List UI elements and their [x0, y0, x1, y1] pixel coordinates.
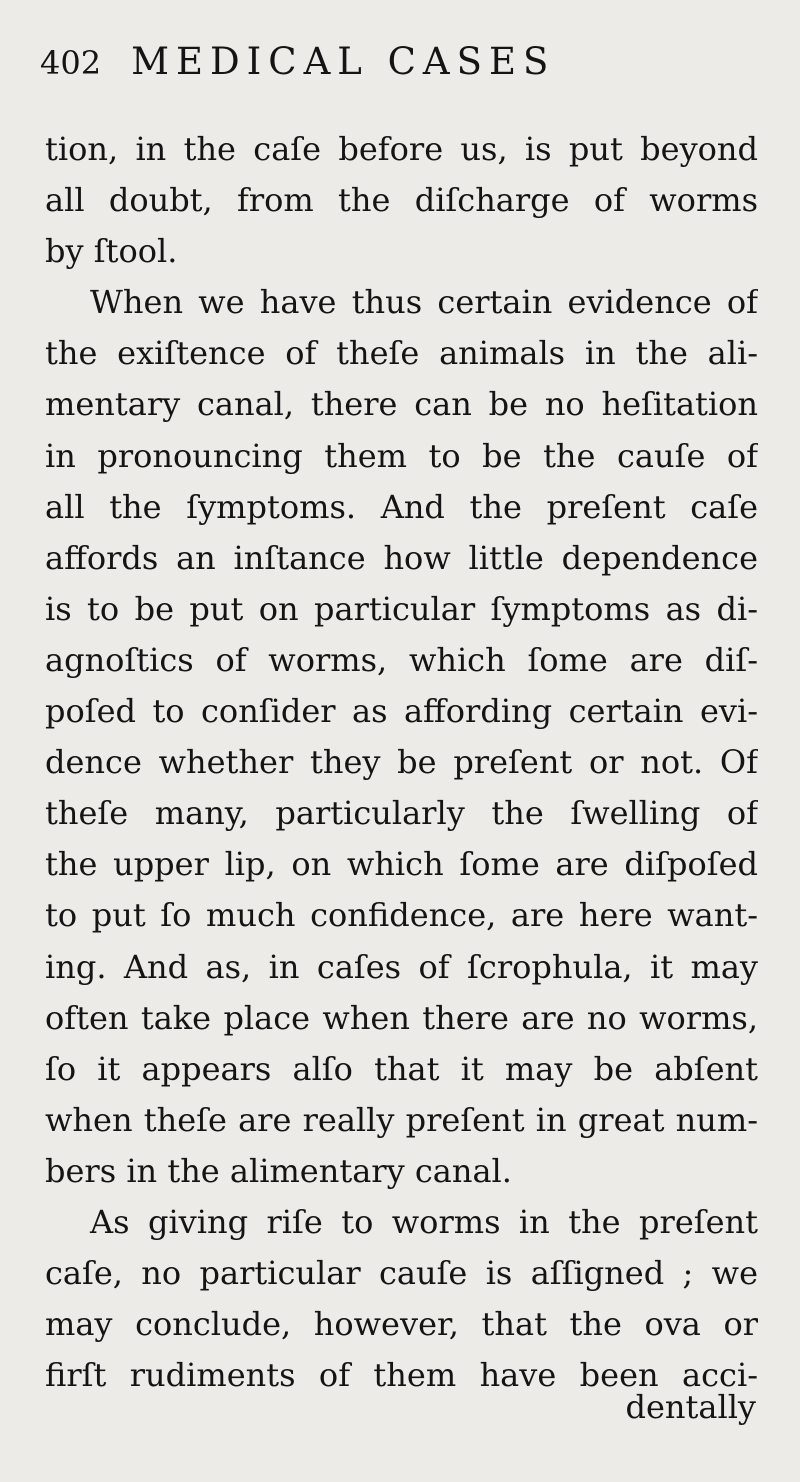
text-line: all doubt, from the diſcharge of worms: [45, 181, 758, 220]
body-text: [45, 124, 758, 1401]
text-line: agnoſtics of worms, which ſome are diſ-: [45, 640, 758, 679]
text-line: bers in the alimentary canal.: [45, 1151, 512, 1190]
text-line: mentary canal, there can be no heſitation: [45, 385, 758, 424]
text-line: the upper lip, on which ſome are diſpoſed: [45, 845, 758, 884]
text-line: by ſtool.: [45, 232, 178, 271]
text-line: dence whether they be preſent or not. Of: [45, 743, 758, 782]
page-number: 402: [40, 44, 102, 82]
text-line: to put ſo much confidence, are here want-: [45, 896, 758, 935]
text-line: in pronouncing them to be the cauſe of: [45, 436, 758, 475]
text-line: the exiſtence of theſe animals in the ali-: [45, 334, 758, 373]
text-line: theſe many, particularly the ſwelling of: [45, 794, 758, 833]
text-line: may conclude, however, that the ova or: [45, 1305, 758, 1344]
text-line: firſt rudiments of them have been acci-: [45, 1356, 758, 1395]
text-line: When we have thus certain evidence of: [90, 283, 758, 322]
text-line: poſed to conſider as affording certain evi-: [45, 692, 758, 731]
text-line: affords an inſtance how little dependence: [45, 538, 758, 577]
text-line: is to be put on particular ſymptoms as di-: [45, 589, 758, 628]
running-title: MEDICAL CASES: [131, 40, 556, 83]
text-line: all the ſymptoms. And the preſent caſe: [45, 487, 758, 526]
running-head: [40, 40, 760, 92]
text-line: often take place when there are no worms,: [45, 998, 758, 1037]
catchword: dentally: [625, 1388, 756, 1426]
text-line: ing. And as, in caſes of ſcrophula, it may: [45, 947, 758, 986]
text-line: As giving riſe to worms in the preſent: [90, 1202, 758, 1241]
text-line: ſo it appears alſo that it may be abſent: [45, 1049, 758, 1088]
text-line: when theſe are really preſent in great num-: [45, 1100, 758, 1139]
text-line: caſe, no particular cauſe is aſſigned ; we: [45, 1254, 758, 1293]
text-line: tion, in the caſe before us, is put beyond: [45, 130, 758, 168]
